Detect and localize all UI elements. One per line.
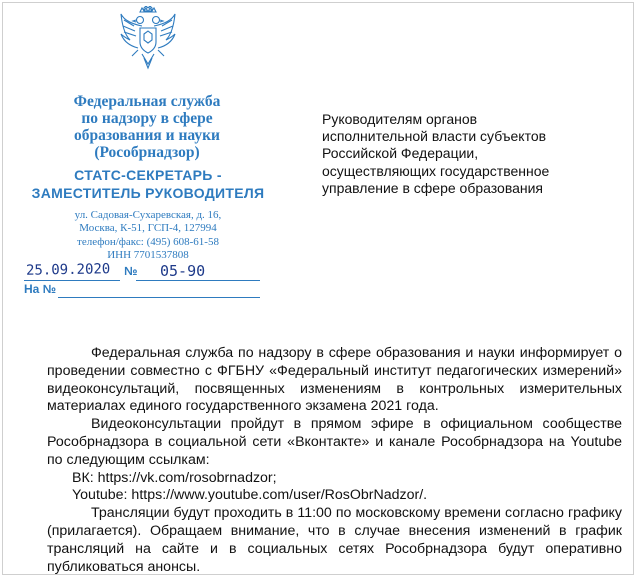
- letter-body: [47, 345, 622, 576]
- date-underline: [24, 280, 120, 281]
- vk-link[interactable]: ВК: https://vk.com/rosobrnadzor;: [72, 469, 277, 486]
- reply-to-label: На №: [24, 282, 57, 296]
- reply-underline: [58, 297, 260, 298]
- paragraph-3: Трансляции будут проходить в 11:00 по московскому времени согласно графику (прилагается). Обращаем внимание, что в случае внесения изменений в график трансляций на сайте и в социальных сетях Рособрнадзора будут оперативно публиковаться анонсы.: [47, 505, 622, 575]
- agency-name: Федеральная служба по надзору в сфере образования и науки (Рособрнадзор): [73, 93, 221, 161]
- paragraph-2: Видеоконсультации пройдут в прямом эфире в официальном сообществе Рособрнадзора в социальной сети «Вконтакте» и канале Рособрнадзора на Youtube по следующим ссылкам:: [47, 416, 622, 468]
- number-underline: [136, 280, 260, 281]
- handwritten-number: 05-90: [160, 262, 206, 280]
- paragraph-1: Федеральная служба по надзору в сфере образования и науки информирует о проведении совместно с ФГБНУ «Федеральный институт педагогических измерений» видеоконсультаций, посвященных изменениям в контрольных измерительных материалах единого государственного экзамена 2021 года.: [47, 345, 622, 415]
- recipient-block: Руководителям органов исполнительной власти субъектов Российской Федерации, осуществляющих государственное управление в сфере образования: [322, 111, 550, 196]
- state-emblem-icon: [118, 6, 178, 72]
- youtube-link[interactable]: Youtube: https://www.youtube.com/user/RosObrNadzor/.: [72, 487, 428, 504]
- agency-address: ул. Садовая-Сухаревская, д. 16, Москва, К-51, ГСП-4, 127994 телефон/факс: (495) 608-61-58 ИНН 7701537808: [74, 209, 222, 262]
- handwritten-date: 25.09.2020: [25, 261, 111, 279]
- number-prefix: №: [124, 264, 138, 278]
- signatory-position: СТАТС-СЕКРЕТАРЬ - ЗАМЕСТИТЕЛЬ РУКОВОДИТЕЛЯ: [31, 167, 265, 201]
